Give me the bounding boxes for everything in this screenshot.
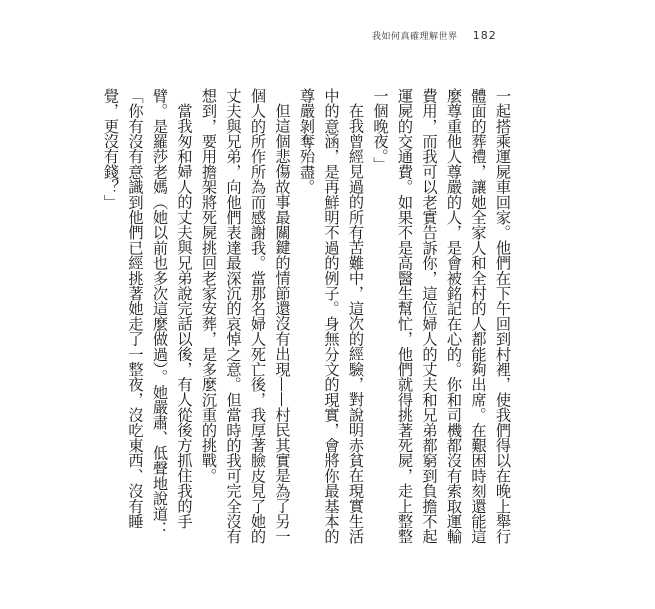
body-text-vertical	[102, 88, 515, 558]
paragraph: 「你有沒有意識到他們已經挑著她走了一整夜，沒吃東西、沒有睡覺，更沒有錢？」	[102, 88, 145, 529]
paragraph: 當我匆和婦人的丈夫與兄弟說完話以後，有人從後方抓住我的手臂。是羅莎老媽（她以前也多次這麼做過）。她嚴肅、低聲地說道：	[151, 88, 194, 537]
paragraph: 但這個悲傷故事最關鍵的情節還沒有出現——村民其實是為了另一個人的所作所為而感謝我。當那名婦人死亡後，我厚著臉皮見了她的丈夫與兄弟，向他們表達最深沉的哀悼之意。但當時的我可完全沒有想到，要用擔架將死屍挑回老家安葬，是多麼沉重的挑戰。	[200, 88, 292, 544]
page-header	[372, 28, 497, 44]
paragraph: 在我曾經見過的所有苦難中，這次的經驗，對說明赤貧在現實生活中的意涵，是再鮮明不過的例子。身無分文的現實，會將你最基本的尊嚴剝奪殆盡。	[298, 88, 365, 544]
paragraph: 一起搭乘運屍車回家。他們在下午回到村裡，使我們得以在晚上舉行體面的葬禮，讓她全家人和全村的人都能夠出席。在艱困時刻還能這麼尊重他人尊嚴的人，是會被銘記在心的。你和司機都沒有索取運輸費用，而我可以老實告訴你，這位婦人的丈夫和兄弟都窮到負擔不起運屍的交通費。如果不是高醫生幫忙，他們就得挑著死屍，走上整整一個晚夜。」	[371, 88, 512, 544]
page-number: 182	[472, 29, 497, 42]
running-head-book-title: 我如何真確理解世界	[372, 32, 458, 42]
